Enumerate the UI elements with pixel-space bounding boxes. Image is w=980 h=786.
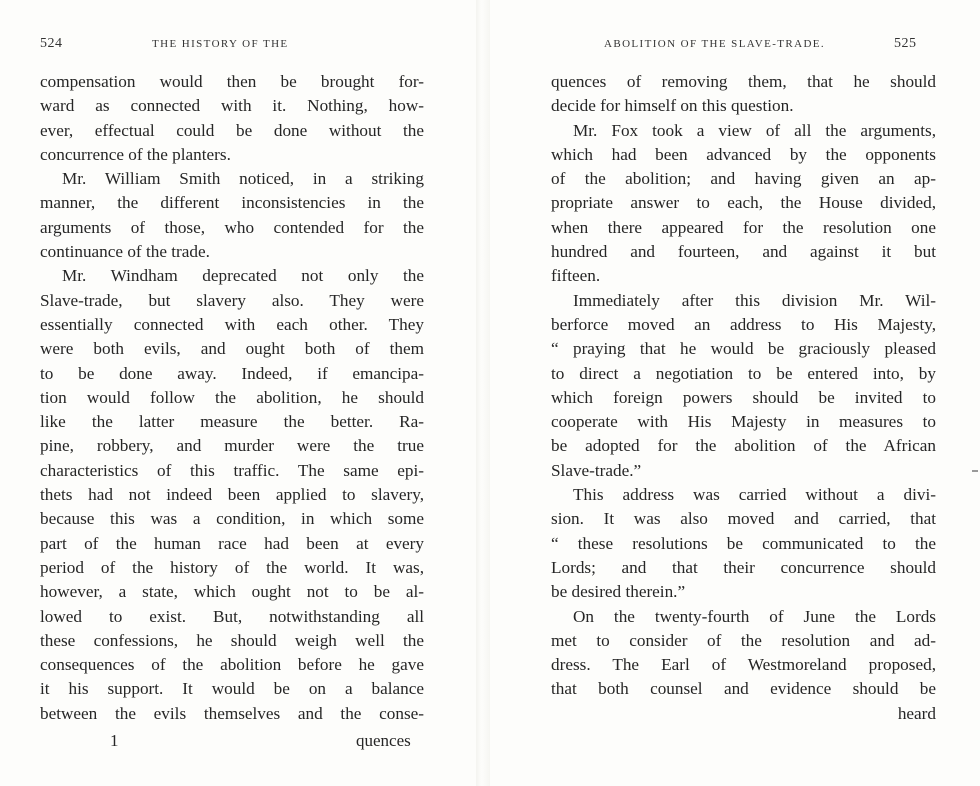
text-line: these confessions, he should weigh well the — [40, 630, 424, 650]
text-line: manner, the different inconsistencies in the — [40, 193, 424, 213]
text-line: Slave-trade, but slavery also. They were — [40, 290, 424, 310]
text-line: propriate answer to each, the House divided, — [551, 193, 936, 213]
text-line: which had been advanced by the opponents — [551, 144, 936, 164]
book-gutter — [476, 0, 490, 786]
text-line: “ praying that he would be graciously pleased — [551, 339, 936, 359]
right-page — [490, 0, 980, 786]
text-line: pine, robbery, and murder were the true — [40, 436, 424, 456]
text-line: were both evils, and ought both of them — [40, 339, 424, 359]
catchword: quences — [356, 731, 411, 750]
text-line: quences of removing them, that he should — [551, 72, 936, 91]
text-line: ever, effectual could be done without the — [40, 120, 424, 140]
text-line: On the twenty-fourth of June the Lords — [573, 606, 936, 626]
text-line: essentially connected with each other. They — [40, 314, 424, 334]
text-line: thets had not indeed been applied to slavery, — [40, 485, 424, 505]
text-line: Lords; and that their concurrence should — [551, 557, 936, 577]
text-line: of the abolition; and having given an ap- — [551, 169, 936, 189]
text-line: that both counsel and evidence should be — [551, 679, 936, 699]
left-page — [0, 0, 475, 786]
text-line: to be done away. Indeed, if emancipa- — [40, 363, 424, 383]
text-line: concurrence of the planters. — [40, 144, 231, 164]
text-line: dress. The Earl of Westmoreland proposed, — [551, 655, 936, 675]
signature-mark: 1 — [110, 731, 119, 750]
page-edge-mark — [972, 470, 978, 472]
text-line: This address was carried without a divi- — [573, 485, 936, 505]
text-line: it his support. It would be on a balance — [40, 679, 424, 699]
text-line: ward as connected with it. Nothing, how- — [40, 96, 424, 116]
text-line: like the latter measure the better. Ra- — [40, 412, 424, 432]
text-line: “ these resolutions be communicated to the — [551, 533, 936, 553]
text-line: between the evils themselves and the conse- — [40, 703, 424, 723]
text-line: be desired therein.” — [551, 582, 686, 602]
text-line: when there appeared for the resolution one — [551, 217, 936, 237]
text-line: continuance of the trade. — [40, 242, 210, 262]
right-page-text — [551, 70, 936, 726]
text-line: part of the human race had been at every — [40, 533, 424, 553]
text-line: decide for himself on this question. — [551, 96, 794, 116]
page-number: 524 — [40, 36, 63, 51]
text-line: met to consider of the resolution and ad- — [551, 630, 936, 650]
text-line: which foreign powers should be invited to — [551, 387, 936, 407]
text-line: because this was a condition, in which some — [40, 509, 424, 529]
running-head: THE HISTORY OF THE — [152, 38, 289, 50]
text-line: berforce moved an address to His Majesty, — [551, 314, 936, 334]
text-line: to direct a negotiation to be entered into, by — [551, 363, 936, 383]
text-line: characteristics of this traffic. The same epi- — [40, 460, 424, 480]
text-line: arguments of those, who contended for the — [40, 217, 424, 237]
text-line: lowed to exist. But, notwithstanding all — [40, 606, 424, 626]
text-line: period of the history of the world. It was, — [40, 557, 424, 577]
left-page-text — [40, 70, 424, 726]
text-line: be adopted for the abolition of the African — [551, 436, 936, 456]
text-line: compensation would then be brought for- — [40, 72, 424, 91]
text-line: sion. It was also moved and carried, that — [551, 509, 936, 529]
text-line: Mr. William Smith noticed, in a striking — [62, 169, 424, 189]
text-line: Mr. Fox took a view of all the arguments, — [573, 120, 936, 140]
running-head: ABOLITION OF THE SLAVE-TRADE. — [604, 38, 826, 50]
text-line: cooperate with His Majesty in measures to — [551, 412, 936, 432]
catchword: heard — [897, 703, 936, 723]
text-line: Slave-trade.” — [551, 460, 642, 480]
text-line: Immediately after this division Mr. Wil- — [573, 290, 936, 310]
text-line: tion would follow the abolition, he should — [40, 387, 424, 407]
text-line: Mr. Windham deprecated not only the — [62, 266, 424, 286]
text-line: however, a state, which ought not to be al- — [40, 582, 424, 602]
text-line: consequences of the abolition before he gave — [40, 655, 424, 675]
text-line: fifteen. — [551, 266, 601, 286]
text-line: hundred and fourteen, and against it but — [551, 242, 936, 262]
page-number: 525 — [894, 36, 917, 51]
